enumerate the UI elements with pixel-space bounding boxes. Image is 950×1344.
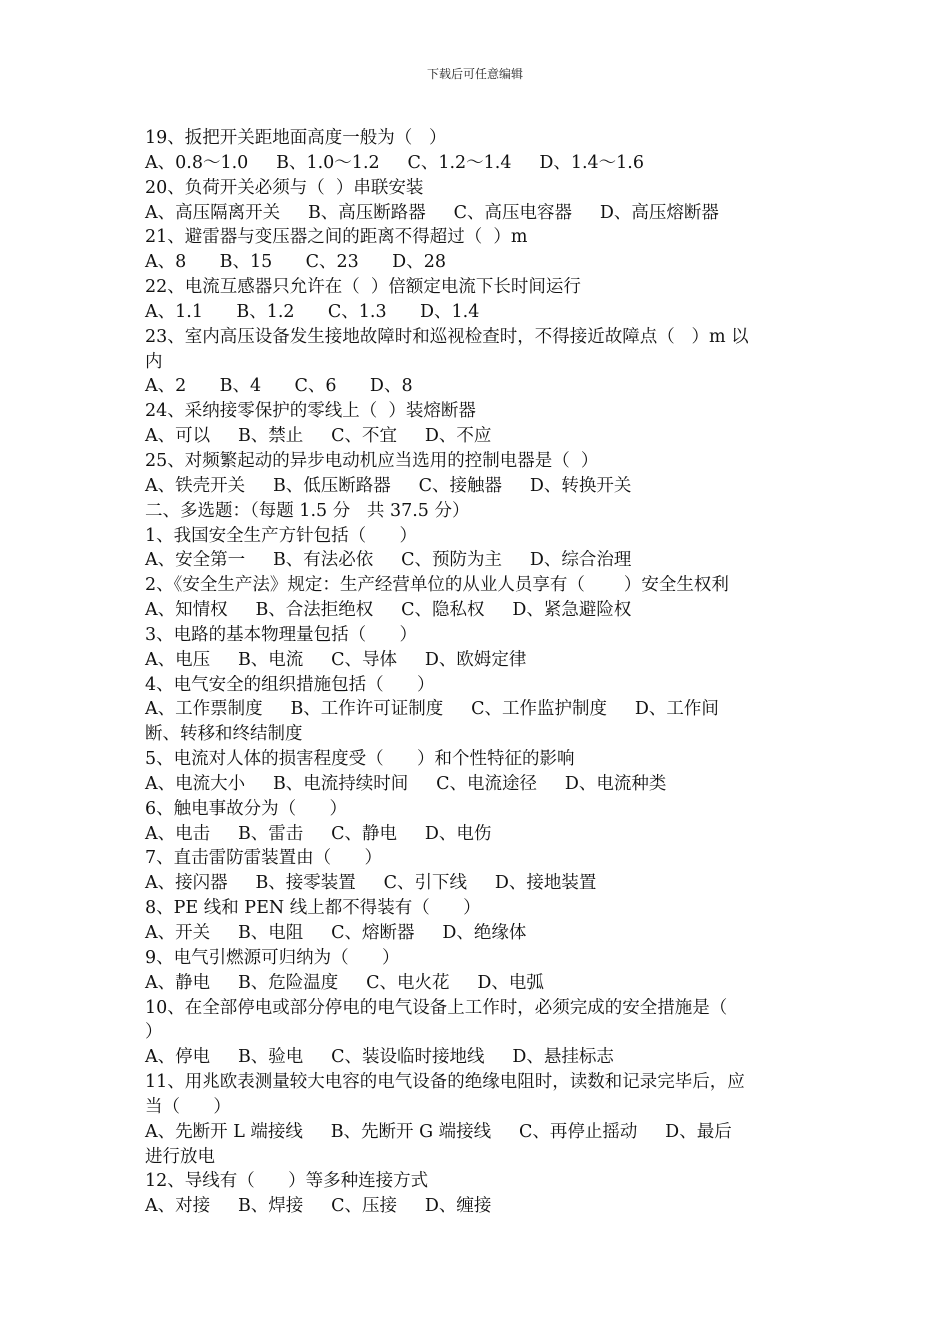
text-line: 22、电流互感器只允许在（ ）倍额定电流下长时间运行 bbox=[145, 277, 581, 298]
text-line: A、工作票制度 B、工作许可证制度 C、工作监护制度 D、工作间 bbox=[145, 699, 719, 720]
text-line: 当（ ） bbox=[145, 1096, 231, 1117]
text-line: 11、用兆欧表测量较大电容的电气设备的绝缘电阻时，读数和记录完毕后，应 bbox=[145, 1072, 745, 1093]
text-line: A、静电 B、危险温度 C、电火花 D、电弧 bbox=[145, 972, 544, 993]
text-line: 二、多选题：（每题 1.5 分 共 37.5 分） bbox=[145, 500, 470, 521]
document-body bbox=[145, 126, 810, 1219]
text-line: 6、触电事故分为（ ） bbox=[145, 798, 348, 819]
text-line: 内 bbox=[145, 351, 163, 372]
text-line: 25、对频繁起动的异步电动机应当选用的控制电器是（ ） bbox=[145, 450, 599, 471]
text-line: A、接闪器 B、接零装置 C、引下线 D、接地装置 bbox=[145, 873, 597, 894]
text-line: A、8 B、15 C、23 D、28 bbox=[145, 252, 446, 273]
text-line: 7、直击雷防雷装置由（ ） bbox=[145, 848, 383, 869]
text-line: 4、电气安全的组织措施包括（ ） bbox=[145, 674, 435, 695]
text-line: 10、在全部停电或部分停电的电气设备上工作时，必须完成的安全措施是（ bbox=[145, 997, 728, 1018]
text-line: A、1.1 B、1.2 C、1.3 D、1.4 bbox=[145, 301, 480, 322]
text-line: 断、转移和终结制度 bbox=[145, 724, 303, 745]
text-line: A、电压 B、电流 C、导体 D、欧姆定律 bbox=[145, 649, 527, 670]
text-line: A、高压隔离开关 B、高压断路器 C、高压电容器 D、高压熔断器 bbox=[145, 202, 719, 223]
text-line: A、安全第一 B、有法必依 C、预防为主 D、综合治理 bbox=[145, 550, 632, 571]
text-line: 1、我国安全生产方针包括（ ） bbox=[145, 525, 418, 546]
text-line: 12、导线有（ ）等多种连接方式 bbox=[145, 1171, 429, 1192]
text-line: A、电击 B、雷击 C、静电 D、电伤 bbox=[145, 823, 492, 844]
text-line: A、0.8～1.0 B、1.0～1.2 C、1.2～1.4 D、1.4～1.6 bbox=[145, 152, 645, 173]
text-line: A、可以 B、禁止 C、不宜 D、不应 bbox=[145, 426, 492, 447]
text-line: 24、采纳接零保护的零线上（ ）装熔断器 bbox=[145, 401, 476, 422]
text-line: A、电流大小 B、电流持续时间 C、电流途径 D、电流种类 bbox=[145, 773, 667, 794]
text-line: A、对接 B、焊接 C、压接 D、缠接 bbox=[145, 1196, 492, 1217]
text-line: A、知情权 B、合法拒绝权 C、隐私权 D、紧急避险权 bbox=[145, 600, 632, 621]
text-line: 23、室内高压设备发生接地故障时和巡视检查时，不得接近故障点（ ）m 以 bbox=[145, 326, 749, 347]
text-line: 8、PE 线和 PEN 线上都不得装有（ ） bbox=[145, 898, 481, 919]
page-header: 下载后可任意编辑 bbox=[426, 67, 523, 81]
text-line: A、先断开 L 端接线 B、先断开 G 端接线 C、再停止摇动 D、最后 bbox=[145, 1121, 732, 1142]
text-line: 19、扳把开关距地面高度一般为（ ） bbox=[145, 128, 447, 148]
text-line: A、开关 B、电阻 C、熔断器 D、绝缘体 bbox=[145, 923, 527, 943]
text-line: A、停电 B、验电 C、装设临时接地线 D、悬挂标志 bbox=[145, 1047, 614, 1068]
text-line: 21、避雷器与变压器之间的距离不得超过（ ）m bbox=[145, 227, 528, 248]
text-line: 2、《安全生产法》规定：生产经营单位的从业人员享有（ ）安全生权利 bbox=[145, 575, 729, 596]
text-line: 20、负荷开关必须与（ ）串联安装 bbox=[145, 177, 424, 198]
text-line: 3、电路的基本物理量包括（ ） bbox=[145, 624, 418, 645]
text-line: ） bbox=[145, 1022, 163, 1043]
text-line: A、2 B、4 C、6 D、8 bbox=[145, 376, 413, 397]
text-line: 9、电气引燃源可归纳为（ ） bbox=[145, 947, 400, 968]
text-line: 5、电流对人体的损害程度受（ ）和个性特征的影响 bbox=[145, 749, 575, 770]
text-line: A、铁壳开关 B、低压断路器 C、接触器 D、转换开关 bbox=[145, 475, 632, 496]
text-line: 进行放电 bbox=[145, 1146, 215, 1167]
